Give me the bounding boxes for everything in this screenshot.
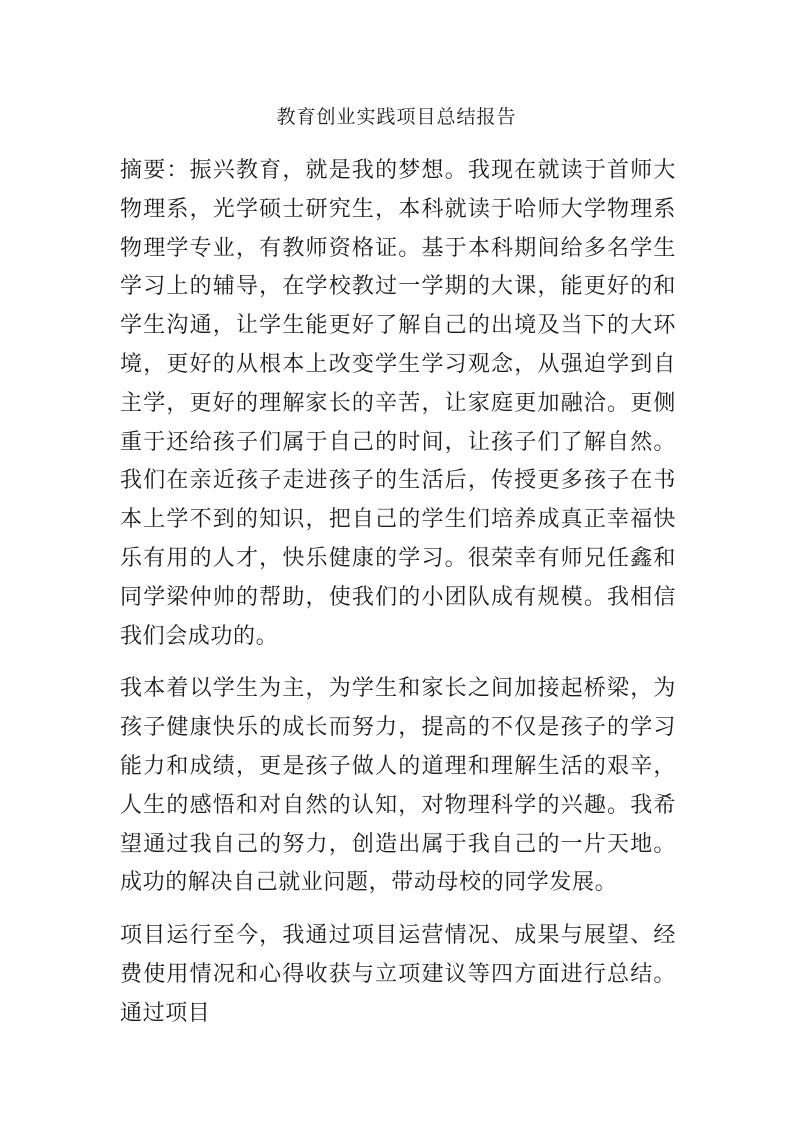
document-body [120,152,676,1034]
body-paragraph: 我本着以学生为主，为学生和家长之间加接起桥梁，为孩子健康快乐的成长而努力，提高的不仅是孩子的学习能力和成绩，更是孩子做人的道理和理解生活的艰辛，人生的感悟和对自然的认知，对物理科学的兴趣。我希望通过我自己的努力，创造出属于我自己的一片天地。成功的解决自己就业问题，带动母校的同学发展。 [120,676,676,896]
body-paragraph: 项目运行至今，我通过项目运营情况、成果与展望、经费使用情况和心得收获与立项建议等四方面进行总结。通过项目 [120,923,676,1026]
abstract-paragraph: 摘要：振兴教育，就是我的梦想。我现在就读于首师大物理系，光学硕士研究生，本科就读于哈师大学物理系物理学专业，有教师资格证。基于本科期间给多名学生学习上的辅导，在学校教过一学期的大课，能更好的和学生沟通，让学生能更好了解自己的出境及当下的大环境，更好的从根本上改变学生学习观念，从强迫学到自主学，更好的理解家长的辛苦，让家庭更加融洽。更侧重于还给孩子们属于自己的时间，让孩子们了解自然。我们在亲近孩子走进孩子的生活后，传授更多孩子在书本上学不到的知识，把自己的学生们培养成真正幸福快乐有用的人才，快乐健康的学习。很荣幸有师兄任鑫和同学梁仲帅的帮助，使我们的小团队成有规模。我相信我们会成功的。 [120,158,676,649]
document-title: 教育创业实践项目总结报告 [276,106,517,128]
